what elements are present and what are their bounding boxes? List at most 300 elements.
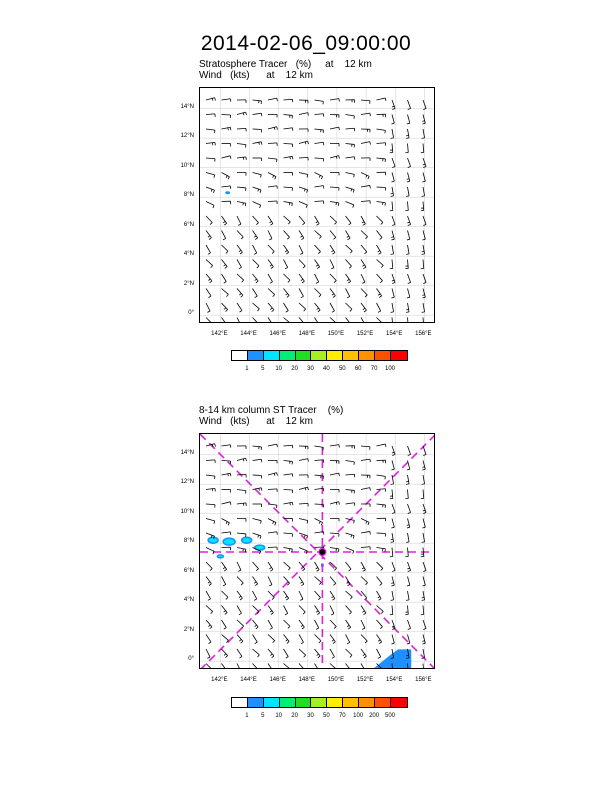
- wind-barb: [346, 606, 352, 615]
- wind-barb: [222, 186, 231, 189]
- colorbar-label: 50: [338, 366, 346, 372]
- wind-barb: [237, 664, 241, 670]
- wind-barb: [253, 158, 262, 161]
- wind-barb: [315, 186, 324, 189]
- wind-barb: [268, 201, 277, 204]
- wind-barb: [206, 548, 214, 555]
- wind-barb: [391, 289, 394, 298]
- wind-barb: [406, 303, 409, 312]
- cross-section-lines: [200, 434, 435, 669]
- wind-barb: [268, 127, 277, 130]
- wind-barb: [284, 533, 293, 537]
- wind-barb: [346, 474, 355, 477]
- wind-barb: [237, 577, 243, 586]
- wind-barb: [206, 231, 211, 240]
- wind-barb: [392, 100, 395, 109]
- wind-barb: [421, 202, 424, 211]
- wind-barb: [377, 444, 386, 447]
- wind-barb: [299, 649, 306, 657]
- wind-barb: [222, 635, 229, 643]
- wind-barb: [284, 99, 293, 102]
- wind-barb: [408, 620, 411, 629]
- wind-barb: [346, 490, 355, 494]
- wind-barb: [361, 606, 366, 615]
- wind-barb: [284, 274, 290, 282]
- wind-barb: [392, 562, 395, 571]
- wind-barb: [406, 245, 409, 254]
- wind-barb: [315, 562, 320, 571]
- wind-barb: [253, 289, 258, 298]
- wind-barb: [391, 245, 394, 254]
- wind-barb: [299, 245, 303, 254]
- wind-barb: [253, 274, 259, 283]
- wind-barb: [299, 606, 305, 615]
- wind-barb: [346, 303, 352, 311]
- wind-barb: [330, 115, 339, 118]
- wind-barb: [377, 518, 386, 521]
- wind-barb: [390, 202, 393, 211]
- wind-barb: [391, 533, 394, 542]
- wind-barb: [237, 503, 246, 506]
- wind-barb: [391, 303, 394, 312]
- y-tick-label: 2°N: [183, 280, 194, 287]
- wind-barb: [377, 303, 381, 312]
- wind-barb: [237, 187, 246, 191]
- wind-barb: [284, 202, 293, 207]
- colorbar-label: 100: [353, 713, 364, 719]
- colorbar-label: 100: [384, 366, 395, 372]
- wind-barb: [392, 158, 395, 167]
- wind-barb: [407, 173, 410, 182]
- wind-barb: [268, 519, 276, 526]
- wind-barb: [330, 318, 337, 324]
- wind-barb: [346, 562, 352, 571]
- wind-barb: [299, 519, 308, 524]
- wind-barb: [315, 274, 319, 283]
- colorbar-swatch: [375, 351, 391, 360]
- wind-barb: [346, 664, 352, 670]
- wind-barb: [422, 461, 425, 470]
- wind-barb: [377, 548, 386, 552]
- wind-barb: [330, 577, 336, 586]
- wind-barb: [222, 318, 227, 324]
- colorbar-swatch: [343, 351, 359, 360]
- wind-barb: [361, 185, 370, 188]
- wind-barb: [346, 635, 350, 644]
- x-tick-label: 144°E: [240, 331, 257, 337]
- colorbar-label: 60: [354, 366, 362, 372]
- wind-barb: [408, 100, 411, 109]
- wind-barb: [391, 519, 394, 528]
- wind-barb: [377, 172, 386, 175]
- wind-barb: [377, 635, 382, 644]
- wind-barb: [222, 260, 228, 269]
- wind-barb: [315, 142, 324, 145]
- wind-barb: [206, 577, 211, 586]
- wind-barb: [377, 591, 382, 600]
- wind-barb: [237, 606, 242, 615]
- wind-barb: [284, 649, 289, 658]
- wind-barb: [377, 620, 383, 629]
- wind-barb: [284, 173, 293, 176]
- colorbar-label: 1: [245, 713, 249, 719]
- wind-barb: [421, 318, 424, 324]
- wind-barb: [315, 606, 320, 615]
- wind-barb: [206, 519, 215, 524]
- colorbar-label: 5: [261, 713, 265, 719]
- wind-barb: [222, 519, 230, 526]
- wind-barb: [391, 461, 394, 470]
- colorbar-swatch: [296, 698, 312, 707]
- wind-barb: [315, 158, 324, 161]
- wind-barb: [408, 158, 411, 167]
- wind-barb: [284, 664, 291, 670]
- wind-barb: [299, 100, 308, 103]
- top-map[interactable]: [199, 87, 435, 323]
- y-tick-label: 10°N: [180, 162, 194, 169]
- wind-barb: [391, 173, 394, 182]
- colorbar-label: 30: [307, 713, 314, 719]
- top-colorbar: [231, 350, 408, 361]
- wind-barb: [406, 129, 409, 138]
- wind-barb: [222, 231, 226, 240]
- wind-barb: [330, 649, 335, 658]
- wind-barb: [253, 606, 259, 614]
- wind-barb: [222, 115, 231, 118]
- wind-barb: [299, 231, 304, 240]
- wind-barb: [422, 519, 425, 528]
- wind-barb: [284, 562, 291, 570]
- wind-barb: [284, 187, 293, 191]
- colorbar-label: 40: [323, 366, 330, 372]
- wind-barb: [222, 127, 231, 130]
- colorbar-label: 200: [369, 713, 380, 719]
- wind-barb: [361, 577, 368, 585]
- x-tick-label: 146°E: [269, 677, 286, 683]
- wind-barb: [237, 458, 246, 461]
- wind-barb: [284, 231, 290, 240]
- wind-barb: [268, 303, 274, 312]
- wind-barb: [346, 577, 351, 586]
- wind-barb: [268, 460, 277, 463]
- wind-barb: [237, 303, 242, 312]
- y-tick-label: 10°N: [180, 508, 194, 515]
- wind-barbs: [206, 444, 426, 669]
- wind-barb: [408, 274, 411, 283]
- wind-barb: [253, 202, 261, 208]
- wind-barb: [222, 144, 231, 147]
- wind-barb: [315, 245, 321, 254]
- wind-barb: [299, 446, 308, 449]
- wind-barb: [237, 144, 246, 148]
- y-tick-label: 6°N: [183, 221, 194, 228]
- colorbar-swatch: [264, 698, 280, 707]
- wind-barb: [253, 231, 258, 240]
- x-tick-label: 150°E: [327, 677, 345, 683]
- wind-barb: [392, 274, 395, 283]
- wind-barb: [222, 606, 228, 615]
- wind-barb: [206, 142, 215, 145]
- wind-barb: [237, 533, 246, 537]
- wind-barb: [268, 158, 277, 162]
- wind-barb: [422, 115, 425, 124]
- wind-barb: [222, 473, 231, 476]
- wind-barb: [268, 98, 277, 101]
- wind-barb: [346, 115, 355, 119]
- x-tick-label: 144°E: [240, 677, 257, 683]
- wind-barb: [391, 591, 394, 600]
- colorbar-swatch: [375, 698, 391, 707]
- x-tick-label: 156°E: [415, 331, 432, 337]
- wind-barb: [361, 201, 370, 204]
- wind-barb: [330, 156, 339, 159]
- colorbar-label: 1: [245, 366, 249, 372]
- wind-barb: [330, 591, 335, 600]
- wind-barb: [346, 231, 351, 240]
- wind-barb: [206, 606, 213, 614]
- wind-barb: [361, 173, 369, 180]
- wind-barb: [330, 216, 337, 224]
- storm-center-marker: [319, 549, 326, 556]
- wind-barb: [206, 475, 215, 479]
- wind-barb: [222, 201, 231, 204]
- wind-barb: [361, 531, 370, 534]
- wind-barb: [237, 591, 242, 600]
- wind-barb: [422, 577, 425, 586]
- wind-barb: [268, 606, 273, 615]
- wind-barb: [299, 202, 307, 208]
- wind-barb: [377, 577, 383, 586]
- wind-barb: [206, 114, 215, 117]
- wind-barb: [406, 533, 409, 542]
- wind-barb: [330, 231, 336, 240]
- wind-barb: [377, 649, 381, 658]
- wind-barb: [222, 216, 227, 225]
- wind-barb: [268, 186, 277, 189]
- wind-barb: [253, 519, 262, 524]
- wind-barb: [330, 127, 339, 130]
- colorbar-swatch: [232, 698, 248, 707]
- wind-barb: [222, 547, 231, 550]
- wind-barb: [284, 591, 289, 600]
- wind-barb: [407, 115, 410, 124]
- wind-barb: [361, 620, 365, 629]
- wind-barb: [330, 620, 336, 629]
- wind-barb: [206, 245, 211, 254]
- wind-barb: [422, 173, 425, 182]
- wind-barb: [299, 113, 308, 116]
- wind-barb: [206, 187, 214, 193]
- wind-barb: [206, 318, 212, 324]
- wind-barb: [253, 475, 262, 478]
- wind-barb: [299, 129, 308, 132]
- y-tick-label: 14°N: [180, 103, 194, 110]
- colorbar-swatch: [359, 698, 375, 707]
- wind-barb: [361, 446, 370, 450]
- wind-barb: [222, 303, 228, 312]
- wind-barb: [361, 562, 365, 571]
- wind-barb: [407, 289, 410, 298]
- wind-barb: [206, 289, 211, 298]
- wind-barb: [392, 504, 395, 513]
- wind-barb: [253, 635, 258, 644]
- wind-barb: [284, 635, 290, 644]
- wind-barb: [407, 577, 410, 586]
- wind-barb: [346, 260, 352, 269]
- wind-barb: [206, 562, 212, 571]
- wind-barb: [206, 488, 215, 491]
- wind-barb: [268, 635, 275, 643]
- wind-barb: [377, 562, 383, 570]
- wind-barb: [222, 620, 227, 629]
- wind-barb: [299, 141, 308, 144]
- wind-barb: [361, 547, 370, 550]
- wind-barb: [377, 187, 386, 190]
- colorbar-swatch: [359, 351, 375, 360]
- wind-barb: [268, 473, 277, 476]
- colorbar-label: 10: [275, 366, 283, 372]
- wind-barb: [222, 99, 231, 102]
- wind-barb: [392, 216, 395, 225]
- wind-barb: [237, 446, 246, 449]
- wind-barb: [377, 231, 383, 240]
- wind-barb: [330, 489, 339, 492]
- x-tick-label: 148°E: [298, 677, 315, 683]
- tracer-patch: [225, 191, 230, 194]
- wind-barb: [330, 664, 337, 670]
- wind-barb: [253, 216, 259, 225]
- wind-barb: [330, 99, 339, 102]
- wind-barb: [222, 156, 231, 159]
- wind-barb: [407, 562, 410, 571]
- wind-barb: [299, 635, 304, 644]
- x-tick-label: 156°E: [415, 677, 432, 683]
- wind-barb: [222, 664, 227, 670]
- wind-barb: [346, 533, 355, 539]
- wind-barb: [422, 635, 425, 644]
- wind-barb: [315, 649, 321, 658]
- x-tick-label: 154°E: [385, 331, 403, 337]
- colorbar-swatch: [280, 351, 296, 360]
- wind-barb: [405, 490, 408, 499]
- wind-barb: [299, 318, 305, 324]
- wind-barb: [237, 100, 246, 103]
- wind-barb: [421, 490, 424, 499]
- x-tick-label: 154°E: [385, 677, 403, 683]
- wind-barb: [237, 519, 246, 522]
- wind-barb: [346, 100, 355, 103]
- wind-barb: [222, 245, 228, 253]
- wind-barb: [206, 664, 212, 670]
- wind-barb: [315, 664, 320, 670]
- wind-barb: [253, 245, 257, 254]
- wind-barb: [206, 173, 215, 178]
- wind-barb: [330, 445, 339, 448]
- wind-barb: [284, 490, 293, 493]
- wind-barb: [315, 114, 324, 117]
- wind-barb: [206, 202, 214, 209]
- wind-barb: [268, 664, 273, 670]
- wind-barb: [315, 591, 321, 600]
- x-tick-label: 146°E: [269, 331, 286, 337]
- wind-barb: [222, 532, 231, 535]
- wind-barb: [222, 577, 226, 586]
- wind-barb: [253, 173, 262, 178]
- wind-barb: [206, 98, 215, 101]
- wind-barb: [391, 129, 394, 138]
- wind-barb: [284, 144, 293, 147]
- wind-barb: [407, 635, 410, 644]
- wind-barb: [361, 158, 370, 161]
- wind-barb: [361, 216, 365, 225]
- wind-barb: [268, 245, 274, 254]
- plot-title: 2014-02-06_09:00:00: [200, 32, 412, 55]
- wind-barb: [222, 562, 227, 571]
- wind-barb: [346, 591, 353, 599]
- wind-barb: [346, 202, 354, 208]
- wind-barb: [408, 446, 411, 455]
- wind-barb: [206, 158, 215, 162]
- wind-barb: [206, 216, 212, 225]
- wind-barb: [268, 532, 277, 535]
- x-tick-label: 152°E: [356, 677, 374, 683]
- wind-barb: [330, 303, 335, 312]
- wind-barb: [237, 216, 241, 225]
- bottom-colorbar: [231, 697, 408, 708]
- wind-barb: [361, 100, 370, 104]
- wind-barb: [361, 488, 370, 491]
- wind-barbs: [206, 98, 426, 323]
- wind-barb: [406, 187, 409, 196]
- colorbar-label: 500: [384, 713, 395, 719]
- wind-barb: [377, 143, 386, 146]
- wind-barb: [361, 649, 366, 658]
- wind-barb: [421, 606, 424, 615]
- wind-barb: [315, 620, 319, 629]
- wind-barb: [361, 260, 366, 269]
- wind-barb: [222, 173, 230, 180]
- wind-barb: [299, 157, 308, 160]
- colorbar-swatch: [391, 698, 407, 707]
- wind-barb: [284, 461, 293, 465]
- wind-barb: [390, 490, 393, 499]
- wind-barb: [268, 649, 274, 658]
- wind-barb: [299, 475, 308, 478]
- wind-barb: [299, 274, 304, 283]
- wind-barb: [268, 504, 277, 508]
- y-tick-label: 4°N: [183, 251, 194, 258]
- wind-barb: [315, 532, 324, 535]
- wind-barb: [237, 562, 241, 571]
- wind-barb: [222, 289, 229, 297]
- x-tick-label: 148°E: [298, 331, 315, 337]
- wind-barb: [330, 260, 334, 269]
- y-tick-label: 0°: [188, 310, 194, 317]
- wind-barb: [253, 459, 262, 462]
- wind-barb: [222, 649, 228, 658]
- colorbar-swatch: [248, 698, 264, 707]
- colorbar-swatch: [264, 351, 280, 360]
- bottom-map[interactable]: [199, 433, 435, 669]
- wind-barb: [390, 318, 393, 324]
- wind-barb: [206, 460, 215, 463]
- wind-barb: [361, 475, 370, 478]
- wind-barb: [346, 446, 355, 449]
- wind-barb: [284, 445, 293, 448]
- wind-barb: [284, 474, 293, 477]
- graticule: [200, 88, 435, 323]
- wind-barb: [330, 518, 339, 521]
